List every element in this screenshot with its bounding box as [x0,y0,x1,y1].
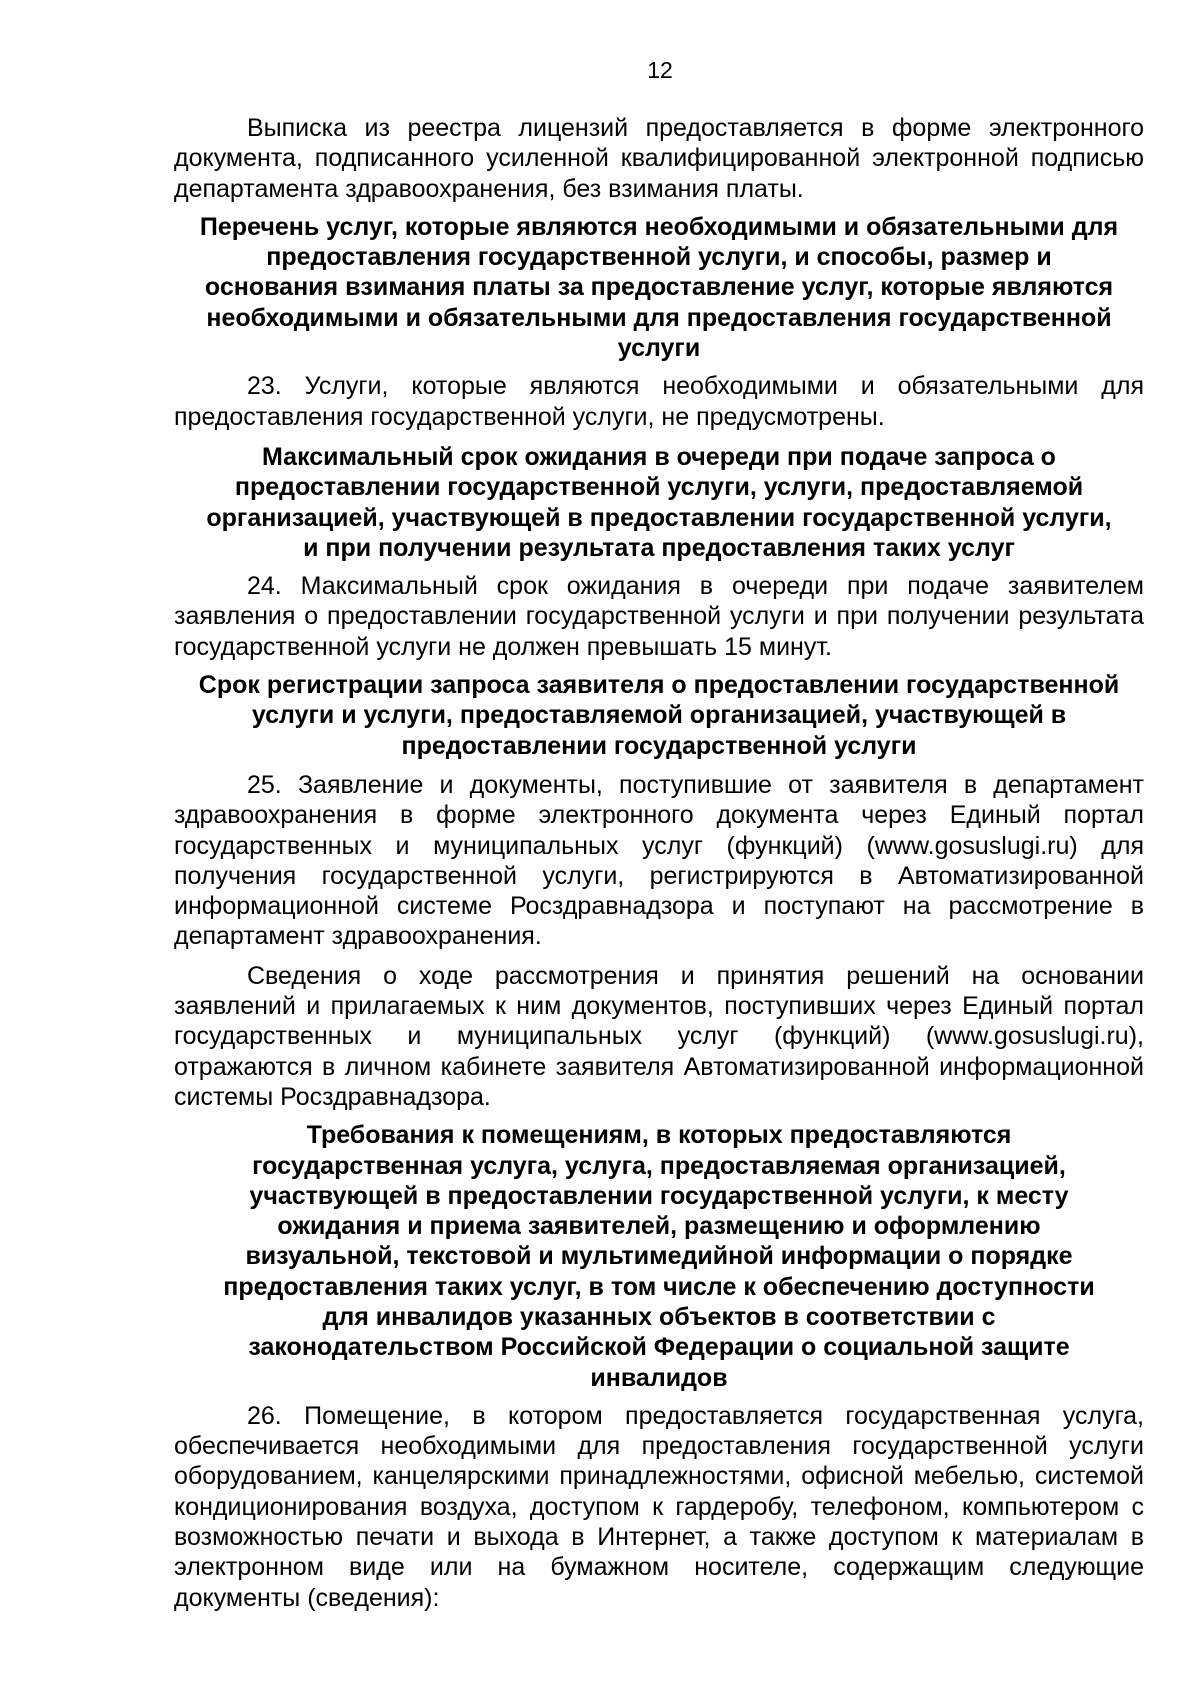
heading-max-waiting-time [174,442,1144,563]
paragraph-25: 25. Заявление и документы, поступившие от заявителя в департамент здравоохранения в форме электронного документа через Единый портал государственных и муниципальных услуг (функций) (www.gosuslugi.ru) для получения государственной услуги, регистрируются в Автоматизированной информационной системе Росздравнадзора и поступают на рассмотрение в департамент здравоохранения. [174,770,1144,951]
heading-line: и при получении результата предоставления таких услуг [303,533,1015,562]
heading-line: ожидания и приема заявителей, размещению и оформлению [277,1212,1041,1241]
heading-premises-requirements [174,1120,1144,1393]
heading-line: Перечень услуг, которые являются необходимыми и обязательными для [199,212,1119,241]
heading-line: необходимыми и обязательными для предоставления государственной [206,303,1112,332]
heading-line: организацией, участвующей в предоставлении государственной услуги, [206,503,1112,532]
heading-line: предоставления таких услуг, в том числе к обеспечению доступности [223,1272,1095,1301]
heading-line: участвующей в предоставлении государственной услуги, к месту [249,1181,1069,1210]
document-body [174,113,1144,1613]
heading-required-services [174,212,1144,363]
heading-line: услуги [617,334,701,363]
page-number: 12 [647,57,673,83]
paragraph-26: 26. Помещение, в котором предоставляется государственная услуга, обеспечивается необходимыми для предоставления государственной услуги оборудованием, канцелярскими принадлежностями, офисной мебелью, системой кондиционирования воздуха, доступом к гардеробу, телефоном, компьютером с возможностью печати и выхода в Интернет, а также доступом к материалам в электронном виде или на бумажном носителе, содержащим следующие документы (сведения): [174,1401,1144,1612]
heading-line: предоставлении государственной услуги, услуги, предоставляемой [234,473,1084,502]
heading-line: государственная услуга, услуга, предоставляемая организацией, [252,1151,1066,1180]
heading-line: инвалидов [590,1363,728,1392]
heading-line: Требования к помещениям, в которых предоставляются [306,1121,1012,1150]
heading-line: визуальной, текстовой и мультимедийной информации о порядке [245,1242,1073,1271]
heading-line: для инвалидов указанных объектов в соответствии с [322,1302,996,1331]
heading-line: услуги и услуги, предоставляемой организацией, участвующей в [251,701,1067,730]
paragraph-license-extract: Выписка из реестра лицензий предоставляется в форме электронного документа, подписанного усиленной квалифицированной электронной подписью департамента здравоохранения, без взимания платы. [174,114,1144,203]
paragraph-23: 23. Услуги, которые являются необходимыми и обязательными для предоставления государственной услуги, не предусмотрены. [174,372,1144,431]
heading-line: предоставлении государственной услуги [401,731,917,760]
heading-line: Максимальный срок ожидания в очереди при подаче запроса о [262,442,1056,471]
heading-line: основания взимания платы за предоставление услуг, которые являются [204,273,1114,302]
heading-line: Срок регистрации запроса заявителя о предоставлении государственной [198,671,1120,700]
heading-registration-term [174,670,1144,761]
heading-line: законодательством Российской Федерации о социальной защите [248,1333,1070,1362]
paragraph-24: 24. Максимальный срок ожидания в очереди при подаче заявителем заявления о предоставлении государственной услуги и при получении результата государственной услуги не должен превышать 15 минут. [174,572,1144,661]
heading-line: предоставления государственной услуги, и способы, размер и [266,243,1052,272]
paragraph-status-info: Сведения о ходе рассмотрения и принятия решений на основании заявлений и прилагаемых к ним документов, поступивших через Единый портал государственных и муниципальных услуг (функций) (www.gosuslugi.ru), отражаются в личном кабинете заявителя Автоматизированной информационной системы Росздравнадзора. [174,961,1144,1111]
